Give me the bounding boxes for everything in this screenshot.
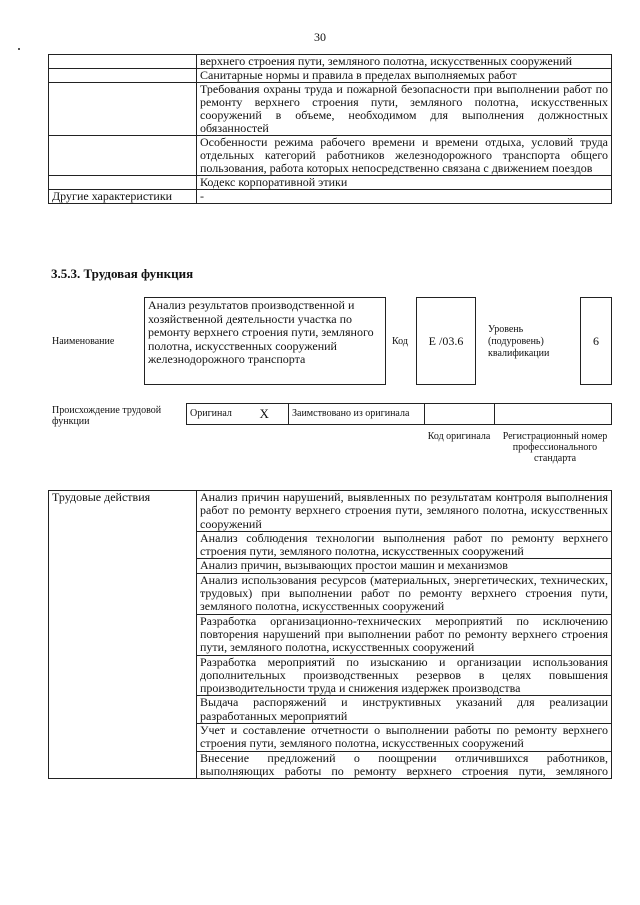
- level-box: [580, 297, 612, 385]
- knowledge-table: [48, 54, 612, 204]
- row-label: [49, 136, 197, 176]
- action-item: Анализ причин, вызывающих простои машин и механизмов: [197, 559, 612, 573]
- row-text: Кодекс корпоративной этики: [197, 176, 612, 190]
- row-label: Другие характеристики: [49, 190, 197, 204]
- row-label: [49, 176, 197, 190]
- actions-label: Трудовые действия: [49, 491, 197, 779]
- row-label: [49, 55, 197, 69]
- reg-number-cell: [495, 404, 612, 425]
- action-item: Анализ соблюдения технологии выполнения работ по ремонту верхнего строения пути, земляного полотна, искусственных сооружений: [197, 531, 612, 559]
- reg-caption: Регистрационный номер профессионального стандарта: [502, 431, 608, 464]
- table-row: [49, 69, 612, 83]
- code-label: Код: [392, 336, 408, 347]
- borrowed-label: Заимствовано из оригинала: [289, 404, 425, 425]
- page-number: 30: [314, 30, 326, 44]
- row-text: верхнего строения пути, земляного полотна, искусственных сооружений: [197, 55, 612, 69]
- action-item: Анализ причин нарушений, выявленных по результатам контроля выполнения работ по ремонту верхнего строения пути, земляного полотна, искусственных сооружений: [197, 491, 612, 532]
- original-code-cell: [425, 404, 495, 425]
- origin-table: [186, 403, 612, 425]
- table-row: [49, 190, 612, 204]
- action-item: Выдача распоряжений и инструктивных указаний для реализации разработанных мероприятий: [197, 696, 612, 724]
- row-text: Требования охраны труда и пожарной безопасности при выполнении работ по ремонту верхнего строения пути, земляного полотна, искусственных сооружений в объеме, необходимом для выполнения должностных обязанностей: [197, 83, 612, 136]
- table-row: [49, 83, 612, 136]
- row-label: [49, 83, 197, 136]
- table-row: [49, 55, 612, 69]
- action-item: Разработка организационно-технических мероприятий по исключению повторения нарушений при выполнении работ по ремонту верхнего строения пути, земляного полотна, искусственных сооружений: [197, 614, 612, 655]
- function-code: Е /03.6: [428, 333, 464, 348]
- action-item: Разработка мероприятий по изысканию и организации использования дополнительных производственных резервов в целях повышения производительности труда и снижения издержек производства: [197, 655, 612, 696]
- row-text: -: [197, 190, 612, 204]
- table-row: [49, 491, 612, 532]
- function-code-box: [416, 297, 476, 385]
- function-name-box: Анализ результатов производственной и хозяйственной деятельности участка по ремонту верхнего строения пути, земляного полотна, искусственных сооружений железнодорожного транспорта: [144, 297, 386, 385]
- table-row: [49, 136, 612, 176]
- level-label: Уровень (подуровень) квалификации: [488, 324, 550, 359]
- row-text: Санитарные нормы и правила в пределах выполняемых работ: [197, 69, 612, 83]
- section-title: 3.5.3. Трудовая функция: [51, 266, 194, 281]
- table-row: [187, 404, 612, 425]
- scan-speck: [18, 48, 20, 50]
- action-item: Анализ использования ресурсов (материальных, энергетических, технических, трудовых) при выполнении работ по ремонту верхнего строения пути, земляного полотна, искусственных сооружений: [197, 573, 612, 614]
- action-item: Учет и составление отчетности о выполнении работы по ремонту верхнего строения пути, земляного полотна, искусственных сооружений: [197, 724, 612, 752]
- row-label: [49, 69, 197, 83]
- origin-label: Происхождение трудовой функции: [52, 405, 162, 427]
- code-caption: Код оригинала: [427, 431, 491, 442]
- level-value: 6: [593, 333, 599, 348]
- table-row: [49, 176, 612, 190]
- actions-table: [48, 490, 612, 779]
- original-mark: X: [241, 404, 289, 425]
- action-item: Внесение предложений о поощрении отличившихся работников, выполняющих работы по ремонту верхнего строения пути, земляного: [197, 751, 612, 779]
- row-text: Особенности режима рабочего времени и времени отдыха, условий труда отдельных категорий работников железнодорожного транспорта общего пользования, работа которых непосредственно связана с движением поездов: [197, 136, 612, 176]
- original-label: Оригинал: [187, 404, 241, 425]
- name-label: Наименование: [52, 336, 115, 347]
